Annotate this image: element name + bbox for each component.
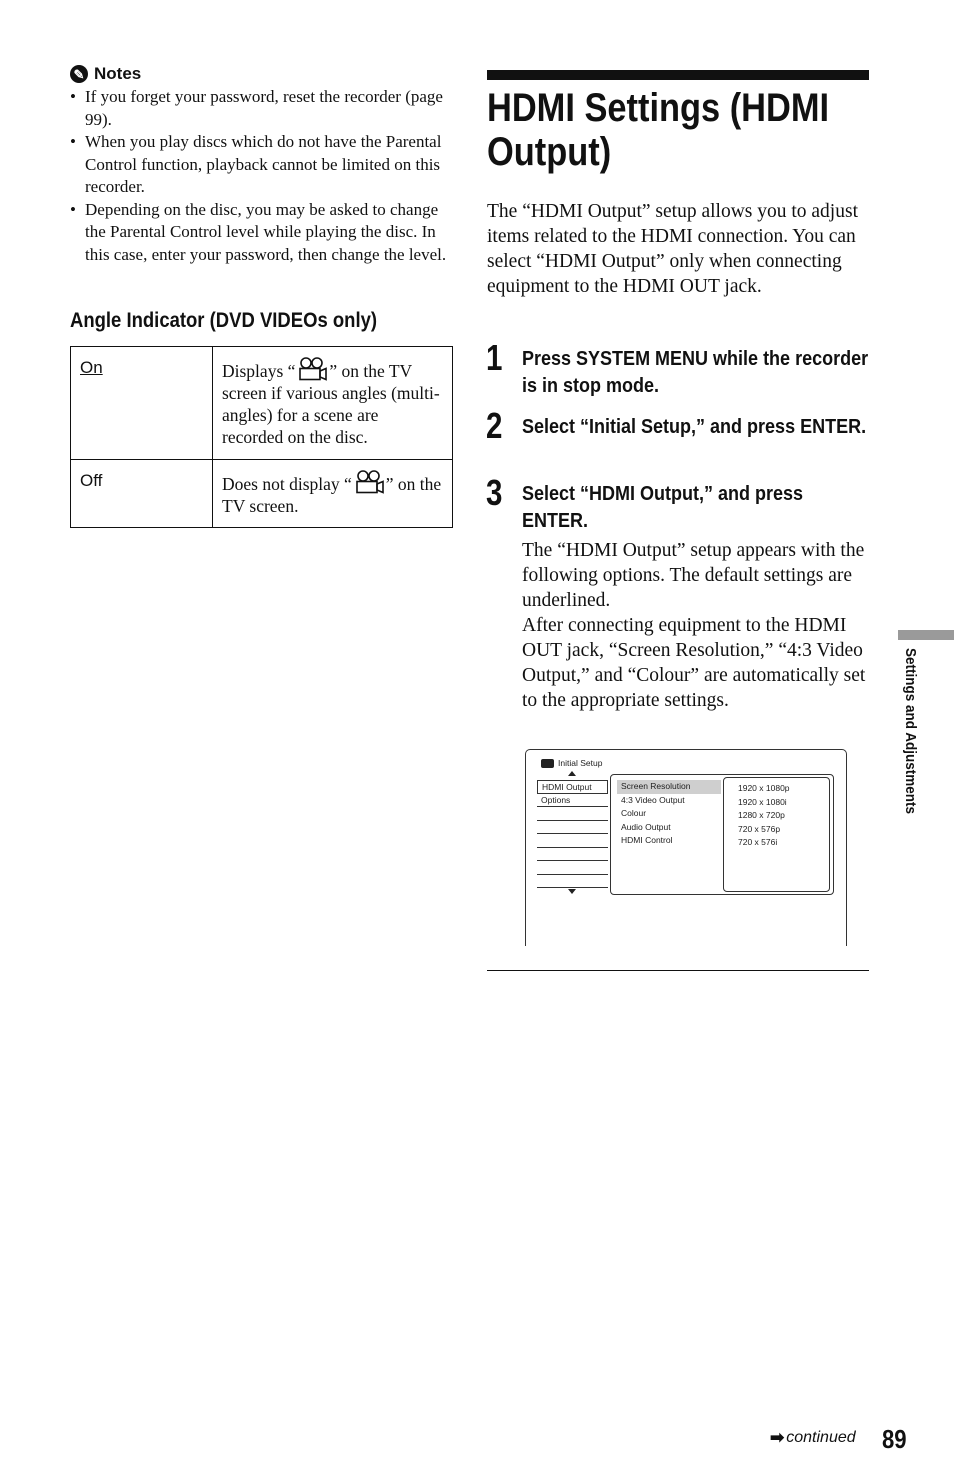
- arrow-right-icon: ➡: [770, 1428, 785, 1447]
- list-item: 4:3 Video Output: [621, 794, 685, 805]
- step-text: Select “HDMI Output,” and press ENTER.: [522, 483, 804, 532]
- scroll-down-icon: [568, 889, 576, 894]
- list-item: [537, 807, 608, 821]
- list-item: [537, 848, 608, 862]
- list-item: Screen Resolution: [617, 780, 721, 794]
- option-on-description: Displays “ ” on the TV screen if various angles (multi-angles) for a scene are recorded on the disc.: [213, 347, 453, 460]
- table-row: [71, 347, 453, 460]
- step-number: 1: [486, 337, 503, 378]
- list-item: 1920 x 1080i: [738, 796, 787, 807]
- note-item: • When you play discs which do not have the Parental Control function, playback cannot be limited on this recorder.: [70, 131, 450, 199]
- screen-header: [541, 758, 602, 768]
- list-item: 1280 x 720p: [738, 810, 785, 820]
- step3-paragraph: The “HDMI Output” setup appears with the following options. The default settings are underlined.: [522, 540, 865, 611]
- notes-heading-label: Notes: [94, 64, 142, 83]
- list-item: 720 x 576i: [738, 837, 778, 847]
- angle-indicator-title: Angle Indicator (DVD VIDEOs only): [70, 309, 378, 332]
- side-tab-marker: [898, 630, 954, 640]
- option-off: Off: [71, 460, 213, 528]
- list-item: 720 x 576p: [738, 823, 781, 834]
- notes-list: [70, 86, 450, 266]
- angle-camera-icon: [352, 470, 386, 494]
- list-item: [537, 834, 608, 848]
- note-item: • Depending on the disc, you may be asked to change the Parental Control level while playing the disc. In this case, enter your password, then change the level.: [70, 199, 450, 267]
- step-text: Select “Initial Setup,” and press ENTER.: [522, 416, 867, 438]
- step-text: Press SYSTEM MENU while the recorder is in stop mode.: [522, 348, 869, 397]
- option-off-description: Does not display “ ” on the TV screen.: [213, 460, 453, 528]
- continued-label: continued: [786, 1429, 856, 1446]
- list-item: HDMI Output: [537, 780, 608, 794]
- continued-indicator: [770, 1428, 856, 1448]
- values-list: [724, 778, 829, 850]
- initial-setup-screen: [525, 749, 847, 946]
- submenu-list: [617, 780, 721, 848]
- side-tab-label: Settings and Adjustments: [902, 648, 919, 815]
- note-item: • If you forget your password, reset the recorder (page 99).: [70, 86, 450, 131]
- section-intro: The “HDMI Output” setup allows you to adjust items related to the HDMI connection. You can select “HDMI Output” only when connecting equipment to the HDMI OUT jack.: [487, 201, 858, 297]
- angle-camera-icon: [295, 357, 329, 381]
- list-item: [537, 875, 608, 889]
- category-list: [537, 780, 608, 888]
- page-number: 89: [882, 1424, 907, 1454]
- scroll-up-icon: [568, 771, 576, 776]
- section-title: HDMI Settings (HDMI Output): [487, 86, 830, 174]
- notes-heading: [70, 64, 141, 84]
- list-item: [537, 821, 608, 835]
- list-item: Options: [537, 794, 608, 808]
- screen-header-label: Initial Setup: [558, 758, 603, 768]
- section-top-rule: [487, 70, 869, 80]
- section-bottom-rule: [487, 970, 869, 971]
- table-row: [71, 460, 453, 528]
- angle-indicator-table: [70, 346, 453, 528]
- list-item: Audio Output: [621, 821, 671, 832]
- toolbox-icon: [541, 759, 554, 768]
- step-number: 3: [486, 472, 503, 513]
- step3-paragraph: After connecting equipment to the HDMI OUT jack, “Screen Resolution,” “4:3 Video Output,” and “Colour” are automatically set to the appropriate settings.: [522, 615, 866, 711]
- values-panel: [723, 777, 830, 892]
- option-on: On: [71, 347, 213, 460]
- step3-body: [522, 538, 870, 713]
- list-item: [537, 861, 608, 875]
- note-icon: ✎: [70, 65, 88, 83]
- list-item: Colour: [621, 808, 647, 818]
- submenu-panel: [610, 774, 834, 895]
- list-item: 1920 x 1080p: [738, 783, 790, 793]
- step-number: 2: [486, 405, 503, 446]
- list-item: HDMI Control: [621, 835, 673, 845]
